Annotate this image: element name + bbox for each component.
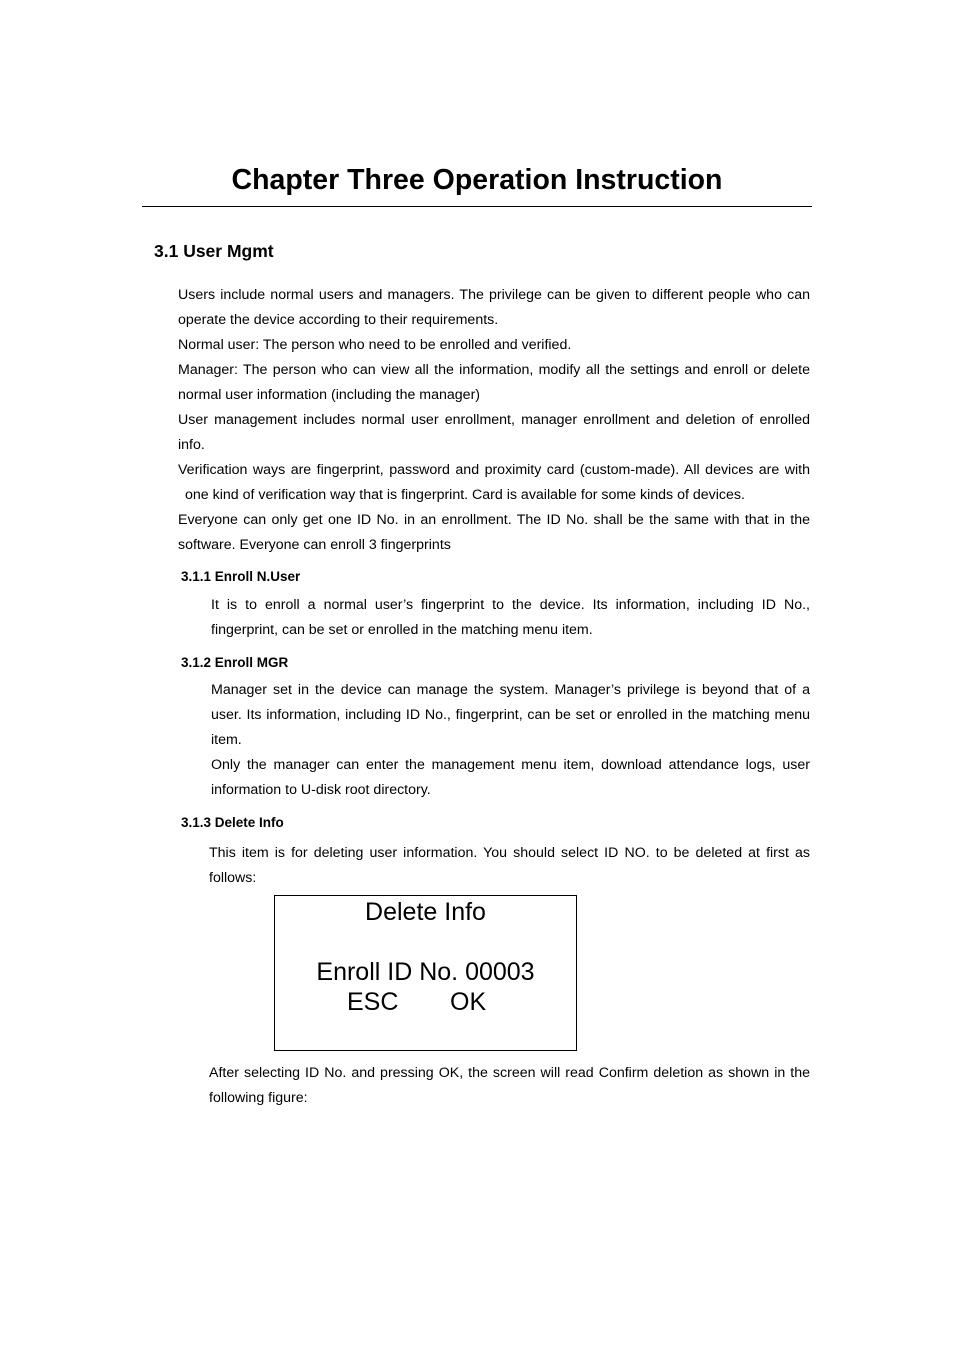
section-heading: 3.1 User Mgmt [154, 241, 274, 261]
lcd-esc-label: ESC [347, 988, 399, 1016]
subsection-heading: 3.1.3 Delete Info [181, 815, 284, 830]
lcd-ok-label: OK [450, 988, 487, 1016]
title-divider [142, 206, 812, 207]
subsection-heading: 3.1.1 Enroll N.User [181, 569, 301, 584]
subsection-paragraph: It is to enroll a normal user’s fingerprint to the device. Its information, including ID No., fingerprint, can be set or enrolled in the matching menu item. [211, 597, 810, 638]
lcd-enroll-id-line: Enroll ID No. 00003 [316, 958, 535, 986]
intro-paragraph: User management includes normal user enrollment, manager enrollment and deletion of enrolled info. [178, 412, 810, 453]
intro-paragraph: Everyone can only get one ID No. in an enrollment. The ID No. shall be the same with that in the software. Everyone can enroll 3 fingerprints [178, 512, 810, 553]
lcd-screen-figure [274, 895, 577, 1051]
chapter-title: Chapter Three Operation Instruction [231, 164, 723, 196]
subsection-paragraph: After selecting ID No. and pressing OK, the screen will read Confirm deletion as shown in the following figure: [209, 1065, 810, 1106]
intro-paragraph: Normal user: The person who need to be enrolled and verified. [178, 337, 572, 353]
subsection-paragraph: This item is for deleting user information. You should select ID NO. to be deleted at first as follows: [209, 845, 810, 886]
intro-paragraph: Verification ways are fingerprint, password and proximity card (custom-made). All devices are with [178, 462, 810, 478]
intro-paragraph: Manager: The person who can view all the information, modify all the settings and enroll or delete normal user information (including the manager) [178, 362, 810, 403]
lcd-screen-title: Delete Info [365, 898, 486, 926]
subsection-paragraph: Manager set in the device can manage the system. Manager’s privilege is beyond that of a user. Its information, including ID No., fingerprint, can be set or enrolled in the matching menu item. [211, 682, 810, 748]
intro-paragraph: one kind of verification way that is fingerprint. Card is available for some kinds of devices. [185, 487, 745, 503]
intro-paragraph: Users include normal users and managers. The privilege can be given to different people who can operate the device according to their requirements. [178, 287, 810, 328]
subsection-paragraph: Only the manager can enter the management menu item, download attendance logs, user information to U-disk root directory. [211, 757, 810, 798]
subsection-heading: 3.1.2 Enroll MGR [181, 655, 289, 670]
